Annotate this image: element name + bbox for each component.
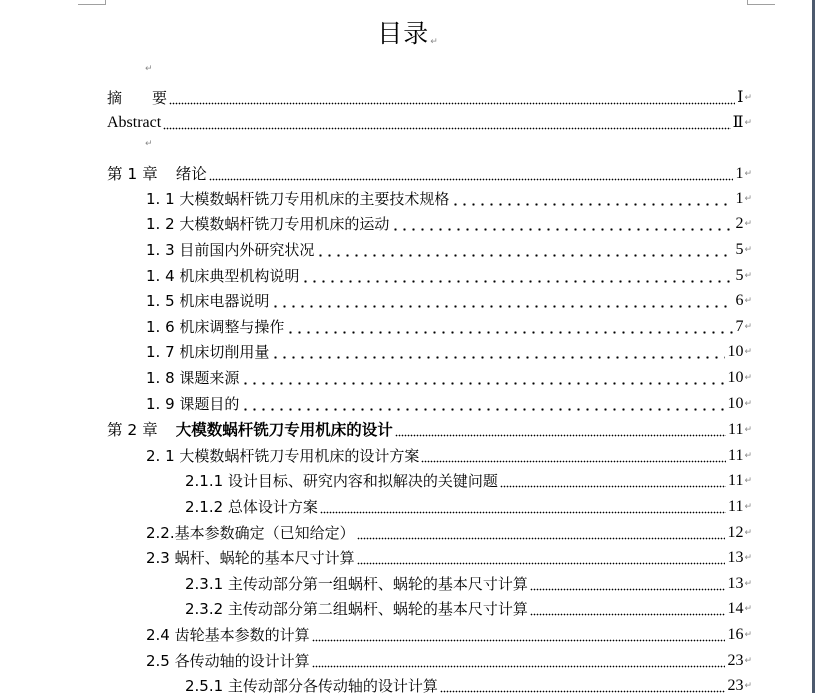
dot-leader xyxy=(500,471,726,489)
toc-page-number: 11 xyxy=(728,498,744,515)
paragraph-mark-icon: ↵ xyxy=(744,347,752,357)
dot-leader xyxy=(391,214,733,232)
toc-page-number: 23 xyxy=(727,652,744,669)
dot-leader xyxy=(271,291,733,309)
dot-leader xyxy=(209,164,734,182)
toc-page-number: 5 xyxy=(735,267,744,284)
toc-entry-label: 2.2.基本参数确定（已知给定） xyxy=(146,524,355,542)
toc-entry-label: 1. 1 大模数蜗杆铣刀专用机床的主要技术规格 xyxy=(146,190,450,208)
paragraph-mark-icon: ↵ xyxy=(744,399,752,409)
paragraph-mark-icon: ↵ xyxy=(744,630,752,640)
dot-leader xyxy=(301,266,733,284)
paragraph-mark-icon: ↵ xyxy=(744,118,752,128)
paragraph-mark-icon: ↵ xyxy=(744,681,752,691)
toc-entry-label: 2.5 各传动轴的设计计算 xyxy=(146,652,310,670)
toc-page-number: 14 xyxy=(727,600,744,617)
paragraph-mark-icon: ↵ xyxy=(744,502,752,512)
toc-entry-label: 1. 9 课题目的 xyxy=(146,395,240,413)
paragraph-mark-icon: ↵ xyxy=(744,245,752,255)
toc-entry-label: 摘 要 xyxy=(107,89,168,107)
toc-entry-label: 2.4 齿轮基本参数的计算 xyxy=(146,626,310,644)
toc-entry-label xyxy=(107,164,209,184)
toc-entry-label xyxy=(107,420,395,440)
page-corner-mark-top-right xyxy=(747,0,775,5)
toc-entry-label: 1. 6 机床调整与操作 xyxy=(146,318,285,336)
dot-leader xyxy=(241,368,725,386)
dot-leader xyxy=(530,574,726,592)
toc-entry[interactable] xyxy=(185,469,752,491)
toc-entry[interactable] xyxy=(146,649,752,671)
dot-leader xyxy=(357,523,726,541)
dot-leader xyxy=(312,625,726,643)
toc-page-number: 11 xyxy=(728,421,744,438)
paragraph-mark-icon: ↵ xyxy=(744,296,752,306)
paragraph-mark-icon: ↵ xyxy=(744,451,752,461)
paragraph-mark-icon: ↵ xyxy=(145,64,153,74)
toc-page-number: 11 xyxy=(728,472,744,489)
toc-page-number: 6 xyxy=(735,292,744,309)
dot-leader xyxy=(286,317,733,335)
toc-page-number: 16 xyxy=(727,626,744,643)
paragraph-mark-icon: ↵ xyxy=(744,322,752,332)
toc-entry[interactable] xyxy=(146,623,752,645)
paragraph-mark-icon: ↵ xyxy=(744,656,752,666)
toc-entry-label: 2.3.1 主传动部分第一组蜗杆、蜗轮的基本尺寸计算 xyxy=(185,575,528,593)
toc-entry-label: 1. 7 机床切削用量 xyxy=(146,343,270,361)
dot-leader xyxy=(421,446,726,464)
toc-page-number: 13 xyxy=(727,575,744,592)
paragraph-mark-icon: ↵ xyxy=(744,219,752,229)
toc-entry[interactable] xyxy=(146,340,752,362)
toc-entry-label: 2.3 蜗杆、蜗轮的基本尺寸计算 xyxy=(146,549,355,567)
toc-page-number: 5 xyxy=(735,241,744,258)
dot-leader xyxy=(163,113,730,131)
toc-entry[interactable] xyxy=(107,86,752,108)
toc-entry-label: 1. 2 大模数蜗杆铣刀专用机床的运动 xyxy=(146,215,390,233)
toc-page-number: 7 xyxy=(735,318,744,335)
paragraph-mark-icon: ↵ xyxy=(744,476,752,486)
toc-entry-label: 2.1.2 总体设计方案 xyxy=(185,498,318,516)
dot-leader xyxy=(271,342,725,360)
toc-entry[interactable] xyxy=(146,289,752,311)
toc-entry[interactable] xyxy=(146,187,752,209)
toc-page-number: 10 xyxy=(727,343,744,360)
chapter-number: 第 1 章 xyxy=(107,165,158,183)
toc-entry[interactable] xyxy=(185,572,752,594)
chapter-number: 第 2 章 xyxy=(107,421,158,439)
toc-page-number: 10 xyxy=(727,395,744,412)
chapter-title: 绪论 xyxy=(175,165,207,183)
toc-entry[interactable] xyxy=(146,444,752,466)
paragraph-mark-icon: ↵ xyxy=(744,553,752,563)
toc-entry[interactable] xyxy=(146,546,752,568)
toc-page-number: Ⅱ xyxy=(732,114,744,131)
toc-entry-label: Abstract xyxy=(107,114,162,131)
toc-entry-label: 1. 8 课题来源 xyxy=(146,369,240,387)
toc-entry[interactable] xyxy=(107,162,752,184)
dot-leader xyxy=(530,599,726,617)
dot-leader xyxy=(241,394,725,412)
dot-leader xyxy=(169,88,735,106)
toc-page-number: 13 xyxy=(727,549,744,566)
toc-entry[interactable] xyxy=(185,597,752,619)
page-corner-mark-top-left xyxy=(78,0,106,5)
chapter-title: 大模数蜗杆铣刀专用机床的设计 xyxy=(175,421,393,439)
toc-entry[interactable] xyxy=(107,418,752,440)
toc-page-number: 12 xyxy=(727,524,744,541)
toc-page-number: 1 xyxy=(735,190,744,207)
paragraph-mark-icon: ↵ xyxy=(744,271,752,281)
toc-entry[interactable] xyxy=(146,264,752,286)
paragraph-mark-icon: ↵ xyxy=(744,194,752,204)
toc-entry[interactable] xyxy=(146,521,752,543)
toc-entry-label: 2.3.2 主传动部分第二组蜗杆、蜗轮的基本尺寸计算 xyxy=(185,600,528,618)
paragraph-mark-icon: ↵ xyxy=(744,169,752,179)
toc-entry-label: 1. 3 目前国内外研究状况 xyxy=(146,241,315,259)
toc-entry[interactable] xyxy=(146,315,752,337)
toc-page-number: Ⅰ xyxy=(737,89,744,106)
paragraph-mark-icon: ↵ xyxy=(744,425,752,435)
paragraph-mark-icon: ↵ xyxy=(744,604,752,614)
dot-leader xyxy=(440,676,726,694)
window-right-edge xyxy=(812,0,815,693)
toc-entry-label: 1. 4 机床典型机构说明 xyxy=(146,267,300,285)
paragraph-mark-icon: ↵ xyxy=(744,93,752,103)
dot-leader xyxy=(316,240,733,258)
toc-title: 目录↵ xyxy=(377,19,439,48)
toc-page-number: 10 xyxy=(727,369,744,386)
paragraph-mark-icon: ↵ xyxy=(744,373,752,383)
toc-page-number: 2 xyxy=(735,215,744,232)
dot-leader xyxy=(357,548,726,566)
paragraph-mark-icon: ↵ xyxy=(430,37,439,47)
toc-entry[interactable] xyxy=(146,212,752,234)
dot-leader xyxy=(312,651,726,669)
paragraph-mark-icon: ↵ xyxy=(744,528,752,538)
dot-leader xyxy=(451,189,733,207)
dot-leader xyxy=(320,497,726,515)
paragraph-mark-icon: ↵ xyxy=(145,139,153,149)
dot-leader xyxy=(395,420,726,438)
toc-entry-label: 2.5.1 主传动部分各传动轴的设计计算 xyxy=(185,677,438,695)
toc-entry[interactable] xyxy=(146,238,752,260)
paragraph-mark-icon: ↵ xyxy=(744,579,752,589)
toc-entry[interactable] xyxy=(146,366,752,388)
toc-entry-label: 2.1.1 设计目标、研究内容和拟解决的关键问题 xyxy=(185,472,498,490)
toc-entry[interactable] xyxy=(146,392,752,414)
toc-page-number: 1 xyxy=(735,165,744,182)
toc-page-number: 23 xyxy=(727,677,744,694)
toc-entry[interactable] xyxy=(107,111,752,133)
toc-entry[interactable] xyxy=(185,495,752,517)
toc-entry-label: 2. 1 大模数蜗杆铣刀专用机床的设计方案 xyxy=(146,447,420,465)
toc-entry-label: 1. 5 机床电器说明 xyxy=(146,292,270,310)
toc-page-number: 11 xyxy=(728,447,744,464)
